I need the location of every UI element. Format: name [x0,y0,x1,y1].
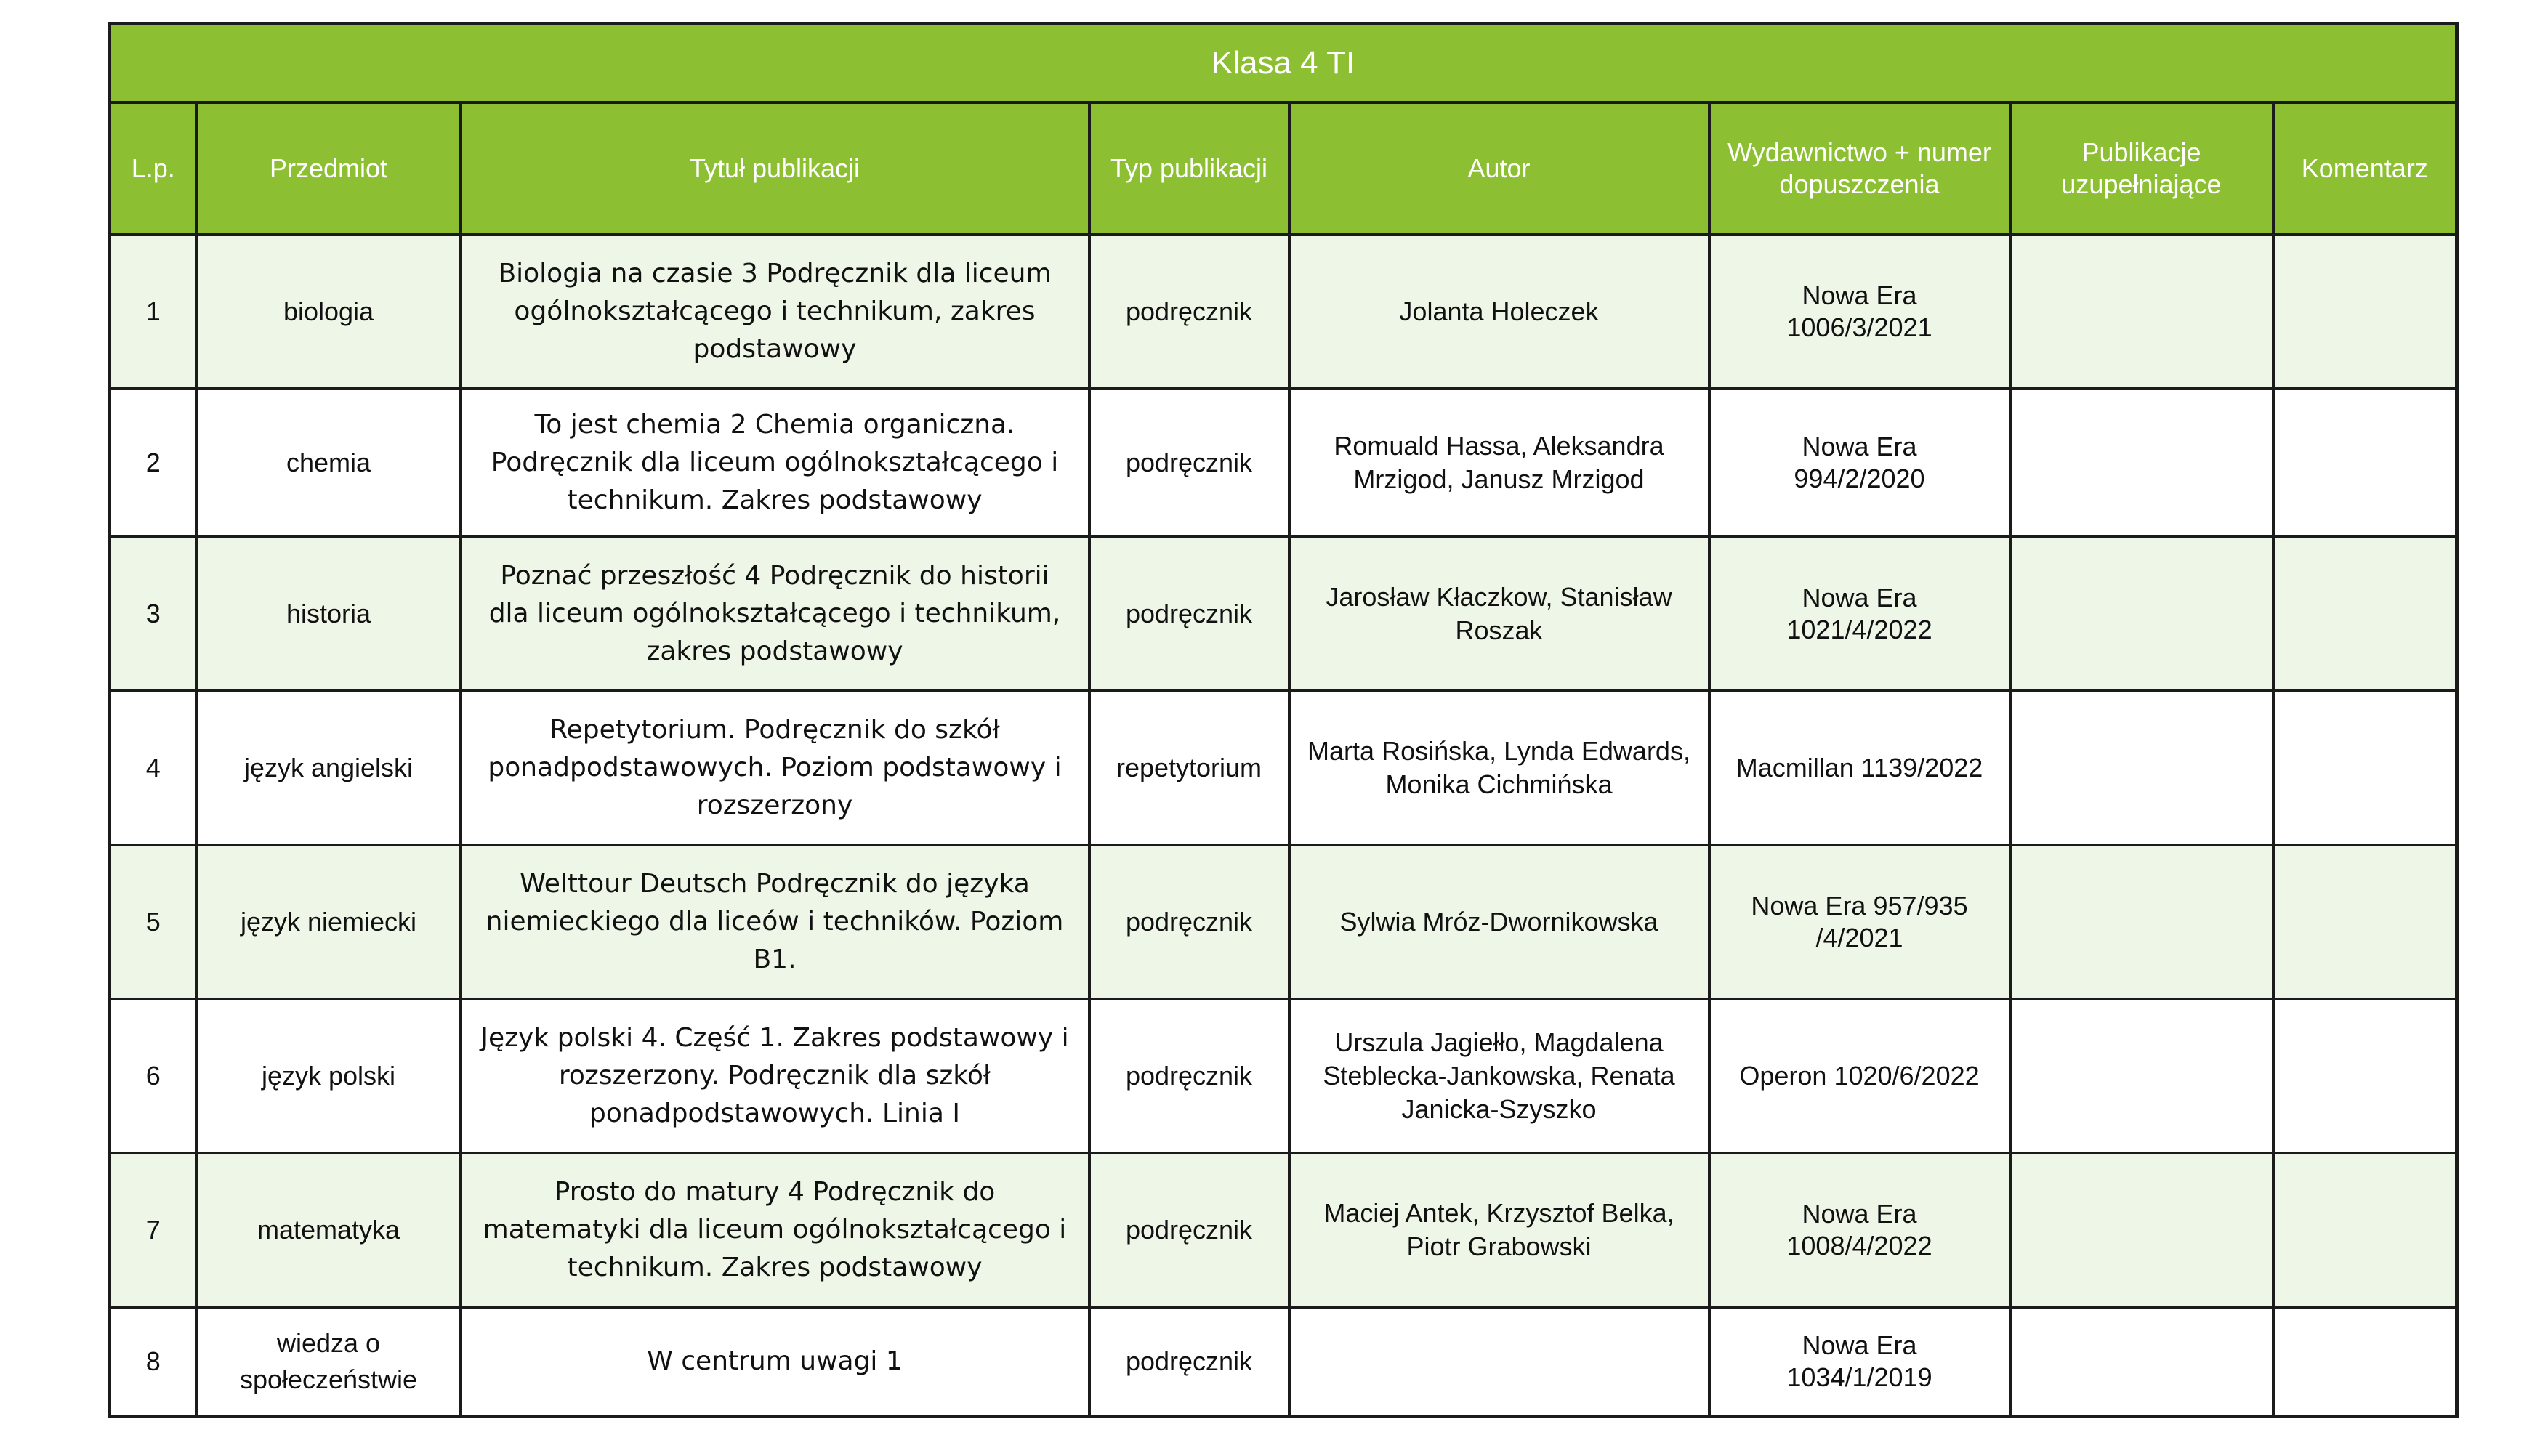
author-cell: Romuald Hassa, Aleksandra Mrzigod, Janusz Mrzigod [1289,389,1709,537]
title-cell: Repetytorium. Podręcznik do szkół ponadpodstawowych. Poziom podstawowy i rozszerzony [461,691,1089,845]
publisher-name: Nowa Era [1802,583,1917,612]
comment-cell [2273,235,2457,389]
author-cell: Jolanta Holeczek [1289,235,1709,389]
publisher-name: Nowa Era [1802,280,1917,310]
author-cell [1289,1307,1709,1417]
row-number: 5 [110,845,197,999]
header-supplementary: Publikacje uzupełniające [2010,102,2273,235]
publisher-cell [1709,845,2010,999]
title-cell: Prosto do matury 4 Podręcznik do matematyki dla liceum ogólnokształcącego i technikum. Zakres podstawowy [461,1153,1089,1307]
header-subject: Przedmiot [197,102,461,235]
publisher-cell [1709,999,2010,1153]
author-cell: Urszula Jagiełło, Magdalena Steblecka-Jankowska, Renata Janicka-Szyszko [1289,999,1709,1153]
approval-number: 1021/4/2022 [1786,615,1932,644]
publisher-name: Nowa Era [1802,1199,1917,1229]
supplementary-cell [2010,235,2273,389]
row-number: 3 [110,537,197,691]
table-body [110,235,2457,1417]
author-cell: Marta Rosińska, Lynda Edwards, Monika Cichmińska [1289,691,1709,845]
table-row [110,691,2457,845]
title-cell: Poznać przeszłość 4 Podręcznik do historii dla liceum ogólnokształcącego i technikum, zakres podstawowy [461,537,1089,691]
comment-cell [2273,1307,2457,1417]
table-row [110,999,2457,1153]
comment-cell [2273,537,2457,691]
comment-cell [2273,1153,2457,1307]
row-number: 8 [110,1307,197,1417]
publisher-cell [1709,537,2010,691]
publisher-cell [1709,1153,2010,1307]
publisher-cell [1709,1307,2010,1417]
subject-cell: wiedza o społeczeństwie [197,1307,461,1417]
approval-number: 1034/1/2019 [1786,1362,1932,1392]
comment-cell [2273,845,2457,999]
subject-cell: język angielski [197,691,461,845]
type-cell: podręcznik [1089,389,1289,537]
row-number: 7 [110,1153,197,1307]
row-number: 2 [110,389,197,537]
supplementary-cell [2010,999,2273,1153]
textbook-list-sheet [108,22,2455,1418]
row-number: 6 [110,999,197,1153]
publisher-name: Nowa Era [1802,432,1917,461]
table-title: Klasa 4 TI [110,24,2457,103]
subject-cell: język polski [197,999,461,1153]
row-number: 1 [110,235,197,389]
subject-cell: biologia [197,235,461,389]
table-row [110,389,2457,537]
type-cell: podręcznik [1089,537,1289,691]
subject-cell: historia [197,537,461,691]
table-row [110,1153,2457,1307]
header-comment: Komentarz [2273,102,2457,235]
subject-cell: matematyka [197,1153,461,1307]
header-lp: L.p. [110,102,197,235]
header-title: Tytuł publikacji [461,102,1089,235]
header-type: Typ publikacji [1089,102,1289,235]
supplementary-cell [2010,691,2273,845]
supplementary-cell [2010,1153,2273,1307]
supplementary-cell [2010,537,2273,691]
row-number: 4 [110,691,197,845]
type-cell: podręcznik [1089,845,1289,999]
comment-cell [2273,389,2457,537]
author-cell: Maciej Antek, Krzysztof Belka, Piotr Grabowski [1289,1153,1709,1307]
header-author: Autor [1289,102,1709,235]
comment-cell [2273,691,2457,845]
publisher-cell [1709,235,2010,389]
table-row [110,235,2457,389]
table-row [110,537,2457,691]
approval-number: /4/2021 [1815,923,1903,953]
type-cell: podręcznik [1089,235,1289,389]
subject-cell: język niemiecki [197,845,461,999]
publisher-cell [1709,691,2010,845]
approval-number: 994/2/2020 [1794,464,1925,493]
publisher-name: Macmillan 1139/2022 [1735,753,1983,782]
type-cell: podręcznik [1089,1307,1289,1417]
supplementary-cell [2010,389,2273,537]
textbook-table [108,22,2459,1418]
type-cell: podręcznik [1089,1153,1289,1307]
type-cell: podręcznik [1089,999,1289,1153]
header-publisher: Wydawnictwo + numer dopuszczenia [1709,102,2010,235]
title-cell: To jest chemia 2 Chemia organiczna. Podręcznik dla liceum ogólnokształcącego i technikum. Zakres podstawowy [461,389,1089,537]
table-row [110,1307,2457,1417]
supplementary-cell [2010,1307,2273,1417]
title-cell: W centrum uwagi 1 [461,1307,1089,1417]
type-cell: repetytorium [1089,691,1289,845]
publisher-cell [1709,389,2010,537]
supplementary-cell [2010,845,2273,999]
publisher-name: Nowa Era 957/935 [1751,891,1968,921]
title-cell: Język polski 4. Część 1. Zakres podstawowy i rozszerzony. Podręcznik dla szkół ponadpodstawowych. Linia I [461,999,1089,1153]
title-cell: Welttour Deutsch Podręcznik do języka niemieckiego dla liceów i techników. Poziom B1. [461,845,1089,999]
author-cell: Jarosław Kłaczkow, Stanisław Roszak [1289,537,1709,691]
publisher-name: Operon 1020/6/2022 [1739,1061,1980,1091]
subject-cell: chemia [197,389,461,537]
table-row [110,845,2457,999]
approval-number: 1008/4/2022 [1786,1231,1932,1261]
publisher-name: Nowa Era [1802,1330,1917,1360]
approval-number: 1006/3/2021 [1786,312,1932,342]
comment-cell [2273,999,2457,1153]
author-cell: Sylwia Mróz-Dwornikowska [1289,845,1709,999]
title-cell: Biologia na czasie 3 Podręcznik dla liceum ogólnokształcącego i technikum, zakres podstawowy [461,235,1089,389]
